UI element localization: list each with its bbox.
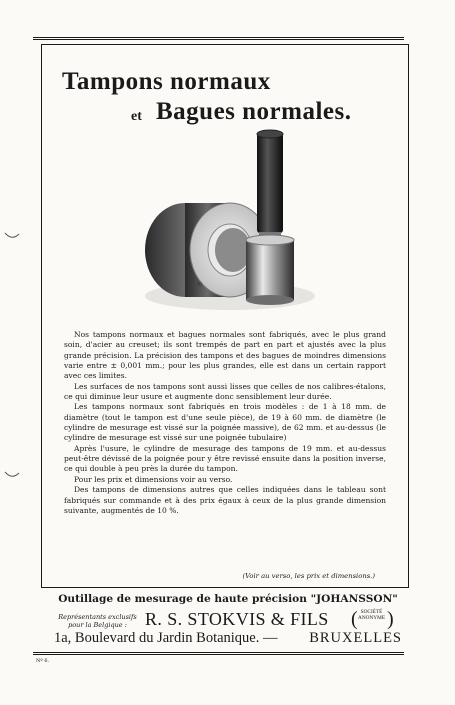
rep-label-line-1: Représentants exclusifs [58,613,137,621]
paragraph: Des tampons de dimensions autres que celles indiquées dans le tableau sont fabriqués sur commande et à des prix égaux à ceux de la plus grande dimension suivante, augmentés de 10 %. [64,485,386,515]
company-type [358,609,385,621]
paragraph: Pour les prix et dimensions voir au verso. [74,474,233,484]
title-conjunction: et [131,109,142,124]
description-text [64,330,386,516]
company-type-line-2: ANONYME [358,615,386,622]
title-line-2: Bagues normales. [156,98,352,125]
verso-note: (Voir au verso, les prix et dimensions.) [242,572,375,580]
paren-open: ( [351,608,358,630]
representative-label [55,614,140,629]
paragraph: Après l'usure, le cylindre de mesurage des tampons de 19 mm. et au-dessus peut-être dévissé de la poignée pour y être revissé ensuite dans la position inverse, ce qui double à peu près la durée du tampon. [64,443,386,474]
rep-label-line-2: pour la Belgique : [68,620,127,629]
address-line [54,630,402,647]
paren-close: ) [387,608,394,630]
street-address: 1a, Boulevard du Jardin Botanique. — [54,630,278,646]
ring-marking: AI [197,282,202,288]
paragraph: Nos tampons normaux et bagues normales sont fabriqués, avec le plus grand soin, d'acier au creuset; ils sont trempés de part en part et ajustés avec la plus grande précision. La précision des tampons et des bagues de moindres dimensions varie entre ± 0,001 mm.; pour les plus grandes, elle est dans un certain rapport avec ces limites. [64,330,386,381]
company-type-line-1: SOCIÉTÉ [360,609,383,615]
paragraph: Les tampons normaux sont fabriqués en trois modèles : de 1 à 18 mm. de diamètre (tout le tampon est d'une seule pièce), de 19 à 60 mm. de diamètre (le cylindre de mesurage est vissé sur la poignée massive), de 62 mm. et au-dessus (le cylindre de mesurage est vissé sur une poignée tubulaire) [64,402,386,443]
title-line-1: Tampons normaux [62,68,271,95]
company-name: R. S. STOKVIS & FILS [145,609,329,629]
binder-hole-mark [3,231,21,241]
footer-tagline: Outillage de mesurage de haute précision "JOHANSSON" [58,593,398,605]
product-photo [140,128,320,323]
page-number: Nº 6. [36,658,50,664]
city: BRUXELLES [309,630,402,646]
binder-hole-mark [3,470,21,480]
paragraph: Les surfaces de nos tampons sont aussi lisses que celles de nos calibres-étalons, ce qui diminue leur usure et augmente donc sensiblement leur durée. [64,381,386,402]
